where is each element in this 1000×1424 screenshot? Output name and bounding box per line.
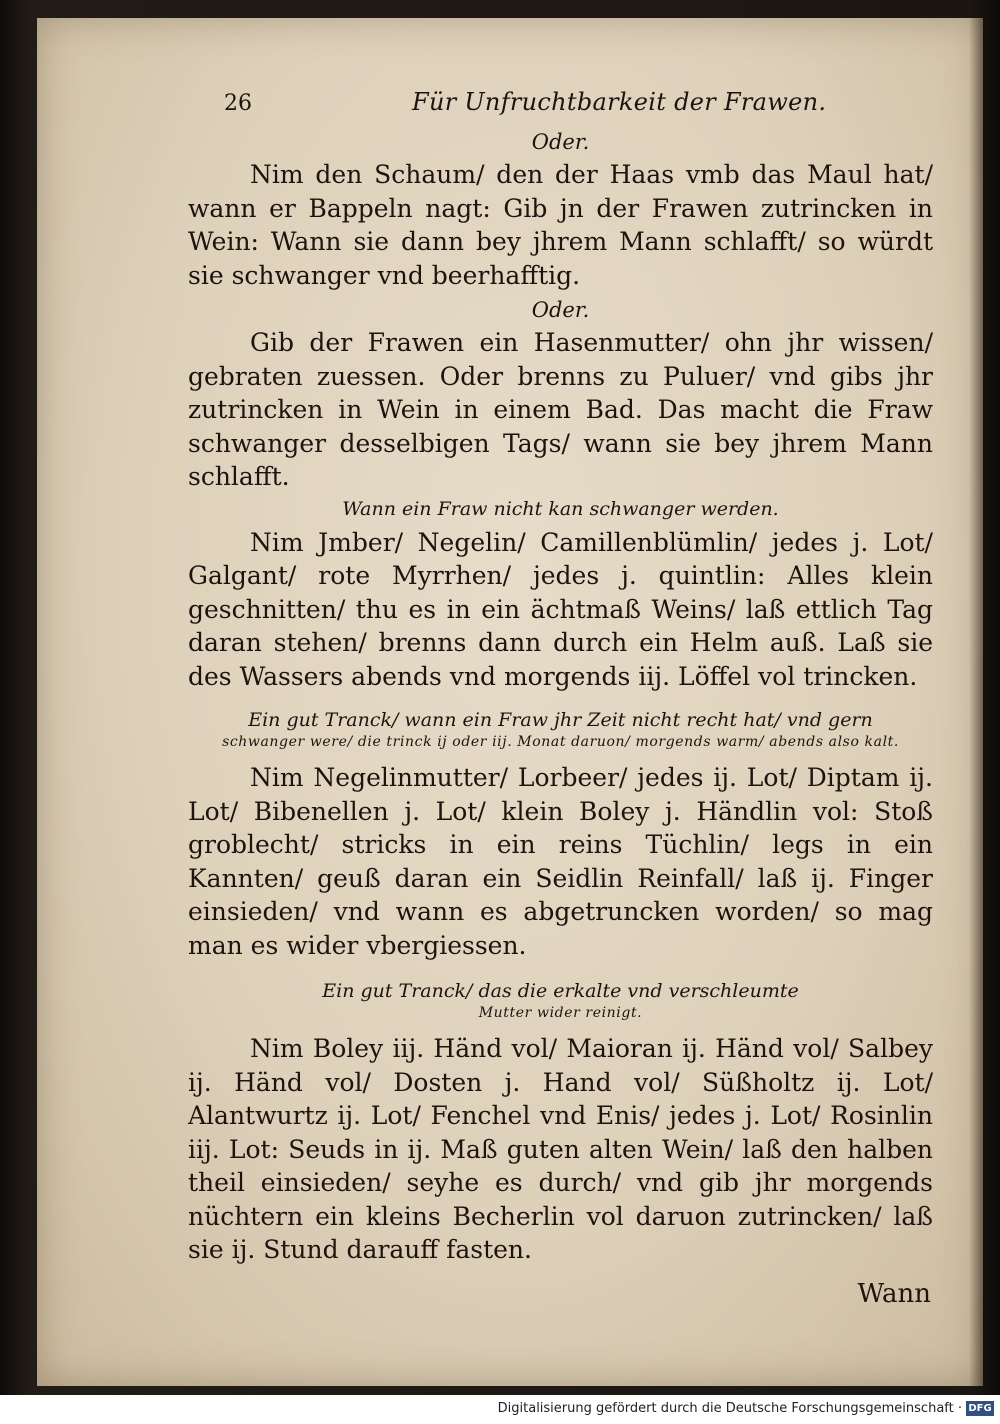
page-header <box>188 88 933 128</box>
section-paragraph: Nim den Schaum/ den der Haas vmb das Maul hat/ wann er Bappeln nagt: Gib jn der Frawen zutrincken in Wein: Wann sie dann bey jhrem Mann schlafft/ so würdt sie schwanger vnd beerhafftig. <box>188 160 933 290</box>
catchword: Wann <box>857 1278 931 1309</box>
footer-credit: Digitalisierung gefördert durch die Deutsche Forschungsgemeinschaft · <box>497 1401 962 1416</box>
section-heading-line: Ein gut Tranck/ das die erkalte vnd verschleumte <box>322 980 799 1002</box>
section-heading: Oder. <box>531 130 590 154</box>
section-heading: Oder. <box>531 298 590 322</box>
page-edge-shadow <box>969 18 983 1386</box>
section-heading <box>188 978 933 1022</box>
page-number: 26 <box>224 91 252 116</box>
section-paragraph: Nim Negelinmutter/ Lorbeer/ jedes ij. Lot/ Diptam ij. Lot/ Bibenellen j. Lot/ klein Boley j. Händlin vol: Stoß groblecht/ stricks in ein reins Tüchlin/ legs in ein Kannten/ geuß daran ein Seidlin Reinfall/ laß ij. Finger einsieden/ vnd wann es abgetruncken worden/ so mag man es wider vbergiessen. <box>188 763 933 960</box>
page-text <box>188 88 933 1309</box>
section-heading: Wann ein Fraw nicht kan schwanger werden. <box>342 497 779 520</box>
section-heading <box>188 707 933 751</box>
section-heading-line: Ein gut Tranck/ wann ein Fraw jhr Zeit nicht recht hat/ vnd gern <box>248 709 873 731</box>
section-heading-subline: schwanger were/ die trinck ij oder iij. Monat daruon/ morgends warm/ abends also kalt. <box>222 734 899 750</box>
footer-bar <box>0 1395 1000 1424</box>
section-heading-subline: Mutter wider reinigt. <box>478 1005 643 1021</box>
section-paragraph: Nim Jmber/ Negelin/ Camillenblümlin/ jedes j. Lot/ Galgant/ rote Myrrhen/ jedes j. quintlin: Alles klein geschnitten/ thu es in ein ächtmaß Weins/ laß ettlich Tag daran stehen/ brenns dann durch ein Helm auß. Laß sie des Wassers abends vnd morgends iij. Löffel vol trincken. <box>188 527 933 691</box>
section-paragraph: Gib der Frawen ein Hasenmutter/ ohn jhr wissen/ gebraten zuessen. Oder brenns zu Puluer/ vnd gibs jhr zutrincken in Wein in einem Bad. Das macht die Fraw schwanger desselbigen Tags/ wann sie bey jhrem Mann schlafft. <box>188 328 933 491</box>
running-title: Für Unfruchtbarkeit der Frawen. <box>412 88 827 116</box>
dfg-logo: DFG <box>966 1401 994 1416</box>
section-paragraph: Nim Boley iij. Händ vol/ Maioran ij. Händ vol/ Salbey ij. Händ vol/ Dosten j. Hand vol/ Süßholtz ij. Lot/ Alantwurtz ij. Lot/ Fenchel vnd Enis/ jedes j. Lot/ Rosinlin iij. Lot: Seuds in ij. Maß guten alten Wein/ laß den halben theil einsieden/ seyhe es durch/ vnd gib jhr morgends nüchtern ein kleins Becherlin vol daruon zutrincken/ laß sie ij. Stund darauff fasten. <box>188 1034 933 1264</box>
